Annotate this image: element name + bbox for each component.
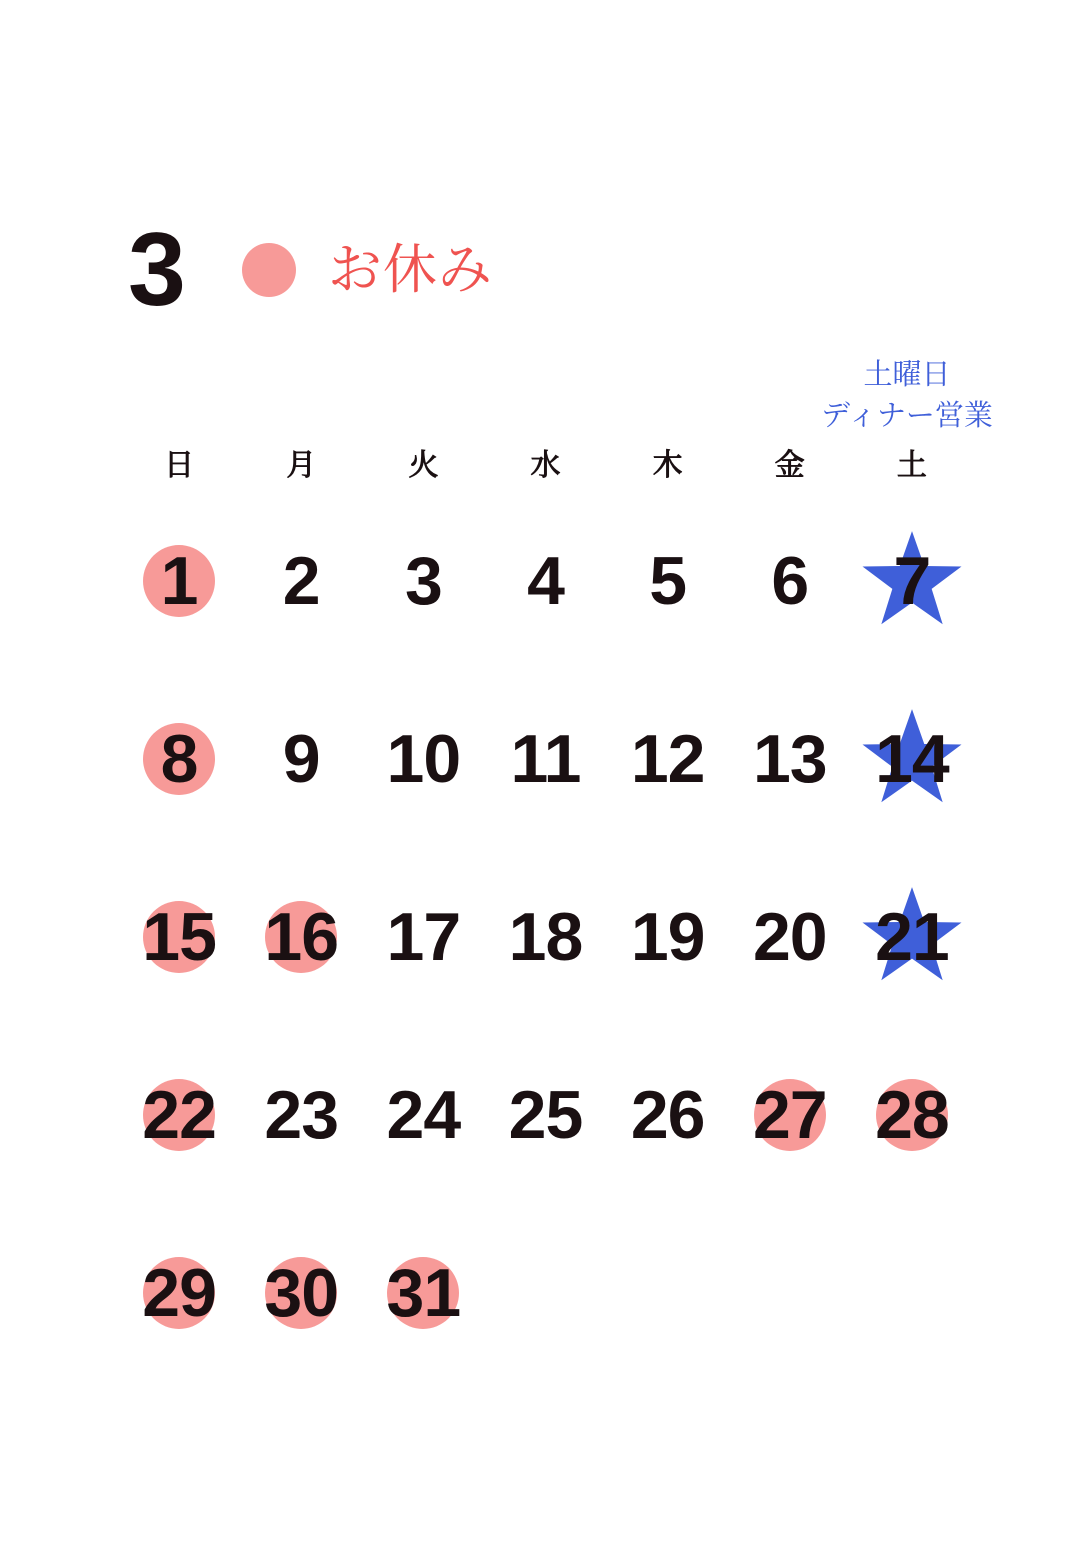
calendar-day-number: 2 [282,543,320,619]
calendar-day-number: 13 [752,721,827,797]
calendar-day-cell [484,1204,606,1382]
calendar-day-number: 10 [386,721,461,797]
calendar-day-cell [484,1026,606,1204]
calendar-day-cell [240,492,362,670]
day-of-week-label: 月 [286,449,317,482]
calendar-day-cell [240,1204,362,1382]
calendar-day-cell [607,492,729,670]
calendar-day-cell [240,1026,362,1204]
calendar-day-number: 19 [630,899,705,975]
day-of-week-label: 水 [530,449,561,482]
calendar-week-row [118,848,973,1026]
calendar-day-number: 23 [264,1077,339,1153]
calendar-day-cell [118,492,240,670]
calendar-day-number: 21 [875,899,949,975]
calendar-day-cell [729,492,851,670]
calendar-day-number: 9 [282,721,320,797]
calendar-day-cell [607,848,729,1026]
calendar-day-number: 30 [264,1255,339,1331]
day-of-week-header-row [118,440,973,492]
calendar-week-row [118,492,973,670]
day-of-week-label: 土 [896,449,927,482]
calendar-day-number: 26 [630,1077,705,1153]
calendar-day-number: 24 [386,1077,461,1153]
day-of-week-cell [851,440,973,492]
calendar-grid [118,440,973,1382]
calendar-day-cell [851,1026,973,1204]
calendar-day-number: 27 [752,1077,827,1153]
calendar-day-number: 25 [508,1077,583,1153]
calendar-day-cell [484,492,606,670]
day-of-week-label: 金 [774,449,805,482]
calendar-day-cell [362,1204,484,1382]
calendar-week-row [118,670,973,848]
calendar-weeks [118,492,973,1382]
calendar-day-number: 29 [142,1255,216,1331]
calendar-week-row [118,1026,973,1204]
calendar-day-cell [362,492,484,670]
day-of-week-cell [118,440,240,492]
day-of-week-label: 木 [652,449,683,482]
saturday-note-line2: ディナー営業 [821,400,993,433]
day-of-week-cell [362,440,484,492]
calendar-day-cell [851,492,973,670]
calendar-header [128,205,493,335]
holiday-legend-label: お休み [327,240,493,300]
calendar-day-number: 17 [386,899,461,975]
calendar-day-number: 11 [510,721,581,797]
calendar-day-number: 8 [160,721,198,797]
calendar-day-number: 6 [771,543,809,619]
calendar-day-number: 5 [649,543,687,619]
calendar-day-cell [240,848,362,1026]
saturday-note-line1: 土曜日 [863,359,951,391]
calendar-day-cell [484,670,606,848]
calendar-day-cell [362,670,484,848]
calendar-day-cell [362,848,484,1026]
calendar-day-cell [607,1026,729,1204]
pink-circle-icon [242,243,296,297]
calendar-day-cell [851,1204,973,1382]
calendar-day-cell [607,670,729,848]
calendar-day-cell [240,670,362,848]
calendar-day-number: 28 [875,1077,949,1153]
calendar-day-cell [118,670,240,848]
calendar-day-number: 12 [630,721,705,797]
calendar-day-cell [484,848,606,1026]
day-of-week-cell [484,440,606,492]
calendar-day-cell [118,1026,240,1204]
calendar-day-number: 31 [386,1255,461,1331]
month-number: 3 [128,212,184,328]
calendar-day-cell [729,848,851,1026]
calendar-day-number: 15 [142,899,216,975]
calendar-week-row [118,1204,973,1382]
calendar-day-cell [362,1026,484,1204]
calendar-day-number: 3 [404,543,442,619]
calendar-day-cell [729,1204,851,1382]
day-of-week-cell [607,440,729,492]
calendar-day-cell [729,670,851,848]
calendar-day-number: 22 [142,1077,216,1153]
day-of-week-label: 日 [164,449,195,482]
calendar-day-number: 20 [752,899,827,975]
calendar-day-number: 4 [527,543,564,619]
saturday-dinner-note [792,355,1022,437]
calendar-day-cell [851,670,973,848]
day-of-week-label: 火 [408,449,439,482]
calendar-day-number: 1 [160,543,198,619]
calendar-day-cell [729,1026,851,1204]
calendar-day-cell [118,848,240,1026]
calendar-day-cell [607,1204,729,1382]
calendar-day-number: 18 [508,899,583,975]
day-of-week-cell [729,440,851,492]
calendar-day-cell [118,1204,240,1382]
calendar-day-number: 7 [893,543,931,619]
holiday-legend [242,240,493,300]
calendar-day-number: 14 [875,721,949,797]
calendar-day-cell [851,848,973,1026]
day-of-week-cell [240,440,362,492]
calendar-day-number: 16 [264,899,339,975]
